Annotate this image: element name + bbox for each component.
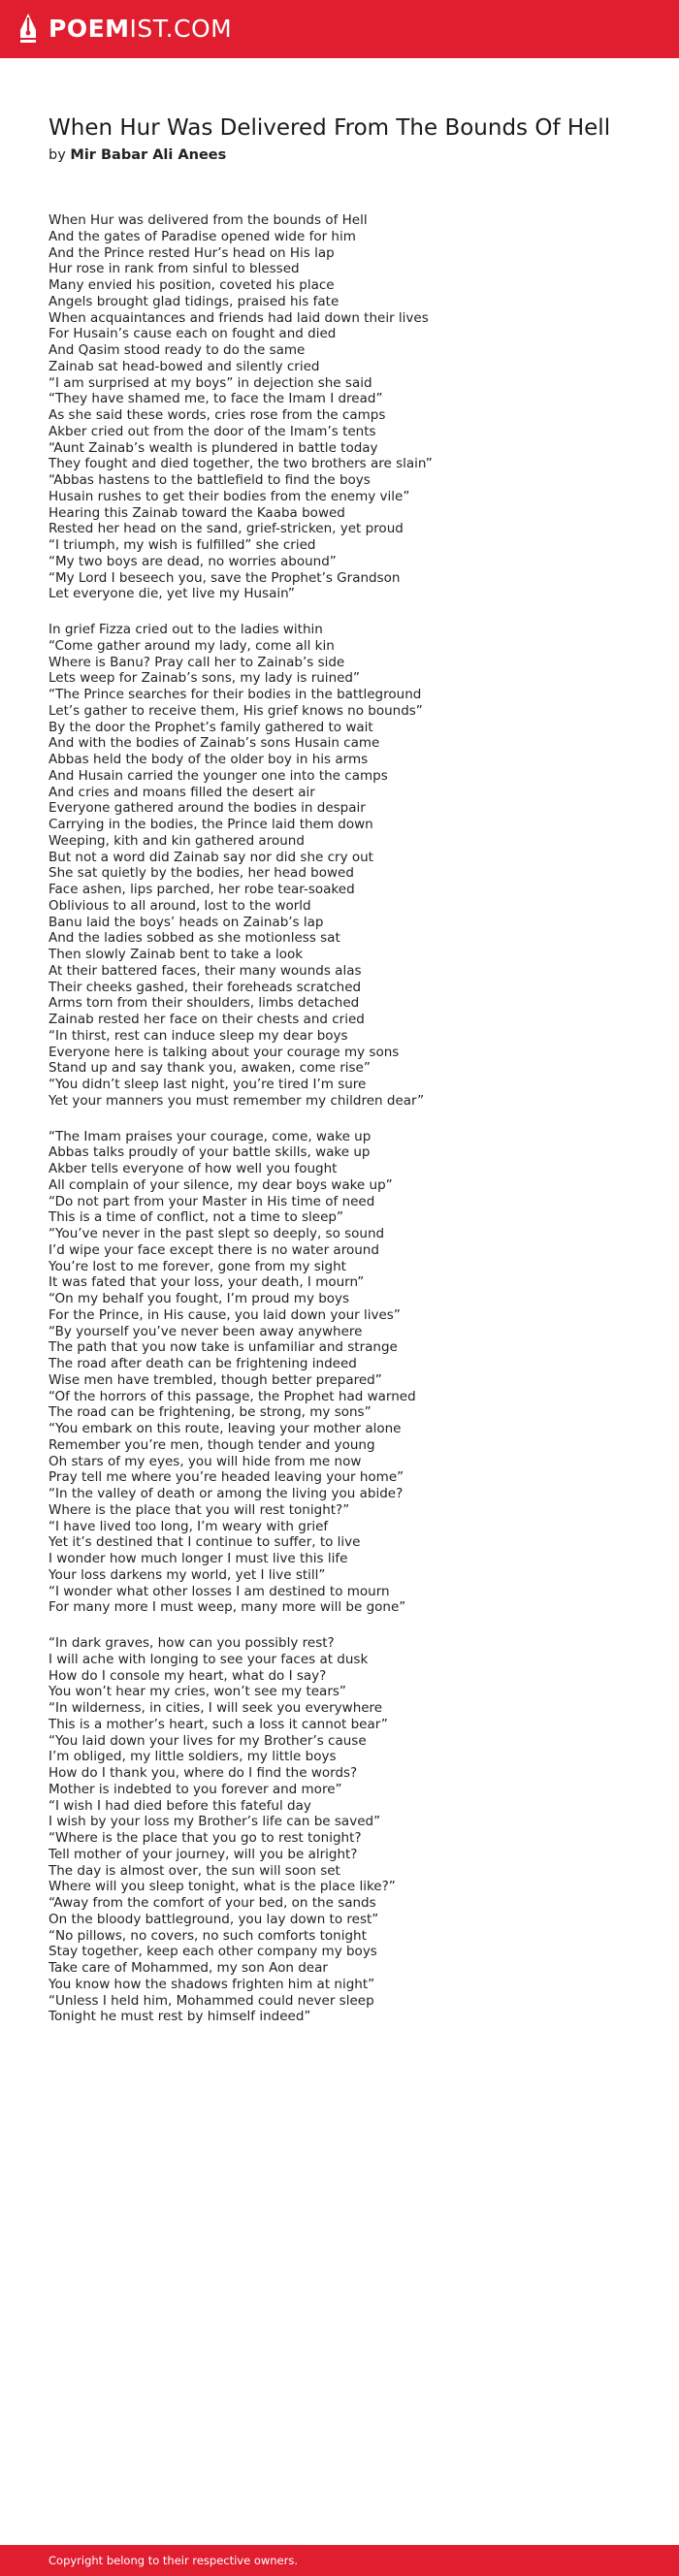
poem-line: Angels brought glad tidings, praised his fate [48,293,340,309]
poem-line: “In thirst, rest can induce sleep my dear boys [48,1027,348,1044]
poem-line: “Of the horrors of this passage, the Prophet had warned [48,1388,416,1404]
poem-line: Akber cried out from the door of the Imam’s tents [48,423,376,439]
poem-line: The road can be frightening, be strong, my sons” [48,1404,372,1421]
poem-line: “The Imam praises your courage, come, wake up [48,1128,372,1144]
poem-line: “In the valley of death or among the living you abide? [48,1486,404,1501]
site-logo[interactable] [17,13,232,46]
poem-line: Take care of Mohammed, my son Aon dear [48,1960,328,1976]
poem-line: Akber tells everyone of how well you fought [48,1161,338,1176]
poem-line: For Husain’s cause each on fought and died [48,326,337,342]
pen-nib-icon [17,13,39,46]
poem-line: She sat quietly by the bodies, her head bowed [48,865,354,882]
stanza [48,212,650,602]
poem-line: And with the bodies of Zainab’s sons Husain came [48,735,380,752]
stanza [48,1129,650,1617]
poem-line: Husain rushes to get their bodies from the enemy vile” [48,488,410,504]
poem-line: When acquaintances and friends had laid down their lives [48,309,429,326]
poem-line: “You didn’t sleep last night, you’re tired I’m sure [48,1077,367,1092]
poem-line: Zainab sat head-bowed and silently cried [48,358,320,374]
poem-line: “My two boys are dead, no worries abound” [48,553,337,569]
poem-line: I’d wipe your face except there is no water around [48,1241,379,1258]
poem-line: The road after death can be frightening indeed [48,1356,357,1371]
poem-line: Wise men have trembled, though better prepared” [48,1371,382,1388]
site-header [0,0,679,58]
poem-line: For many more I must weep, many more will be gone” [48,1599,406,1616]
poem-line: “In dark graves, how can you possibly rest? [48,1635,335,1651]
poem-line: I wish by your loss my Brother’s life can be saved” [48,1814,381,1830]
poem-line: Arms torn from their shoulders, limbs detached [48,995,360,1012]
poem-line: As she said these words, cries rose from the camps [48,407,386,423]
poem-line: Tonight he must rest by himself indeed” [48,2009,311,2025]
poem-line: And the Prince rested Hur’s head on His lap [48,244,335,261]
poem-line: You’re lost to me forever, gone from my sight [48,1258,346,1274]
poem-line: “You embark on this route, leaving your mother alone [48,1421,402,1436]
poem-line: At their battered faces, their many wounds alas [48,962,362,979]
poem-line: Hearing this Zainab toward the Kaaba bowed [48,504,345,521]
poem-line: Let everyone die, yet live my Husain” [48,586,295,602]
poem-line: For the Prince, in His cause, you laid down your lives” [48,1306,401,1323]
poem-line: “Where is the place that you go to rest tonight? [48,1830,362,1846]
poem-line: Pray tell me where you’re headed leaving your home” [48,1469,404,1486]
stanza [48,622,650,1110]
poem-line: “You laid down your lives for my Brother’s cause [48,1732,367,1749]
poem-line: Then slowly Zainab bent to take a look [48,947,304,962]
poem-line: Tell mother of your journey, will you be alright? [48,1846,358,1862]
poem-line: You won’t hear my cries, won’t see my tears” [48,1684,346,1700]
poem-line: Everyone here is talking about your courage my sons [48,1044,400,1060]
poem-title: When Hur Was Delivered From The Bounds Of Hell [48,115,611,141]
poem-line: “I triumph, my wish is fulfilled” she cried [48,537,316,553]
poem-line: And the gates of Paradise opened wide for him [48,228,356,244]
poem-line: “By yourself you’ve never been away anywhere [48,1323,363,1339]
poem-line: You know how the shadows frighten him at night” [48,1976,375,1992]
poem-line: Yet your manners you must remember my children dear” [48,1092,425,1109]
poem-line: How do I thank you, where do I find the words? [48,1765,358,1781]
poem-line: When Hur was delivered from the bounds of Hell [48,212,368,228]
poem-line: “Do not part from your Master in His time of need [48,1193,375,1209]
poem-line: “In wilderness, in cities, I will seek you everywhere [48,1700,383,1716]
poem-line: Remember you’re men, though tender and young [48,1436,375,1453]
poem-line: Rested her head on the sand, grief-stricken, yet proud [48,521,404,537]
author-link[interactable]: Mir Babar Ali Anees [70,147,227,163]
poem-line: Zainab rested her face on their chests and cried [48,1012,365,1027]
poem-line: This is a mother’s heart, such a loss it cannot bear” [48,1716,388,1732]
poem-line: I will ache with longing to see your faces at dusk [48,1651,369,1667]
poem-line: Banu laid the boys’ heads on Zainab’s lap [48,914,324,930]
poem-line: And cries and moans filled the desert air [48,784,315,800]
poem-line: Hur rose in rank from sinful to blessed [48,261,300,277]
poem-line: Their cheeks gashed, their foreheads scratched [48,979,362,995]
poem-line: “Away from the comfort of your bed, on the sands [48,1895,376,1911]
poem-line: Oblivious to all around, lost to the world [48,897,311,914]
poem-line: All complain of your silence, my dear boys wake up” [48,1176,393,1193]
poem-line: The day is almost over, the sun will soon set [48,1862,340,1879]
poem-line: By the door the Prophet’s family gathered to wait [48,719,373,735]
poem-line: “Aunt Zainab’s wealth is plundered in battle today [48,439,378,456]
poem-line: I’m obliged, my little soldiers, my little boys [48,1749,337,1765]
poem-line: Where will you sleep tonight, what is the place like?” [48,1879,396,1895]
poem-line: “I am surprised at my boys” in dejection she said [48,374,372,391]
poem-line: How do I console my heart, what do I say? [48,1667,327,1684]
poem-line: “The Prince searches for their bodies in the battleground [48,687,422,702]
poem-line: And Husain carried the younger one into the camps [48,767,388,784]
poem-line: “Abbas hastens to the battlefield to find the boys [48,472,371,488]
poem-line: They fought and died together, the two brothers are slain” [48,456,433,472]
poem-line: Everyone gathered around the bodies in despair [48,800,366,817]
poem-line: Abbas held the body of the older boy in his arms [48,752,369,767]
poem-line: Where is Banu? Pray call her to Zainab’s side [48,654,345,670]
poem-line: “No pillows, no covers, no such comforts tonight [48,1927,367,1944]
poem-line: This is a time of conflict, not a time to sleep” [48,1209,343,1226]
poem-line: “They have shamed me, to face the Imam I dread” [48,391,383,407]
byline [48,145,226,165]
poem-line: Oh stars of my eyes, you will hide from me now [48,1453,362,1469]
poem-line: “I wonder what other losses I am destined to mourn [48,1583,390,1599]
poem-line: “I wish I had died before this fateful day [48,1797,311,1814]
poem-line: On the bloody battleground, you lay down to rest” [48,1911,379,1927]
poem-line: Carrying in the bodies, the Prince laid them down [48,817,373,832]
poem-line: “Come gather around my lady, come all kin [48,637,335,654]
poem-line: And the ladies sobbed as she motionless sat [48,930,340,947]
poem-line: “You’ve never in the past slept so deeply, so sound [48,1226,385,1241]
poem-line: Face ashen, lips parched, her robe tear-soaked [48,882,355,897]
poem-line: “Unless I held him, Mohammed could never sleep [48,1992,374,2009]
poem-line: And Qasim stood ready to do the same [48,342,306,358]
logo-wordmark: POEMIST.COM [48,15,233,43]
poem-line: The path that you now take is unfamiliar and strange [48,1339,398,1356]
poem-line: Where is the place that you will rest tonight?” [48,1501,350,1518]
copyright-notice: Copyright belong to their respective owners. [48,2554,299,2567]
poem-line: Many envied his position, coveted his place [48,277,335,293]
poem-line: But not a word did Zainab say nor did she cry out [48,849,373,865]
poem-line: “On my behalf you fought, I’m proud my boys [48,1291,350,1306]
poem-line: Weeping, kith and kin gathered around [48,832,305,849]
poem-line: Lets weep for Zainab’s sons, my lady is ruined” [48,670,360,687]
poem-line: I wonder how much longer I must live this life [48,1551,348,1566]
poem-line: “My Lord I beseech you, save the Prophet’s Grandson [48,569,401,586]
poem-line: Abbas talks proudly of your battle skills, wake up [48,1144,371,1161]
poem-line: Mother is indebted to you forever and more” [48,1781,342,1797]
byline-prefix: by [48,147,71,163]
poem-line: Stay together, keep each other company my boys [48,1944,377,1960]
poem-line: Your loss darkens my world, yet I live still” [48,1566,326,1583]
poem-line: It was fated that your loss, your death, I mourn” [48,1274,365,1291]
stanza [48,1635,650,2025]
site-footer [0,2545,679,2576]
poem-body [48,212,650,2045]
poem-line: Stand up and say thank you, awaken, come rise” [48,1060,371,1077]
poem-line: Let’s gather to receive them, His grief knows no bounds” [48,702,423,719]
poem-line: In grief Fizza cried out to the ladies within [48,622,323,637]
poem-line: “I have lived too long, I’m weary with grief [48,1518,329,1534]
poem-line: Yet it’s destined that I continue to suffer, to live [48,1534,361,1551]
